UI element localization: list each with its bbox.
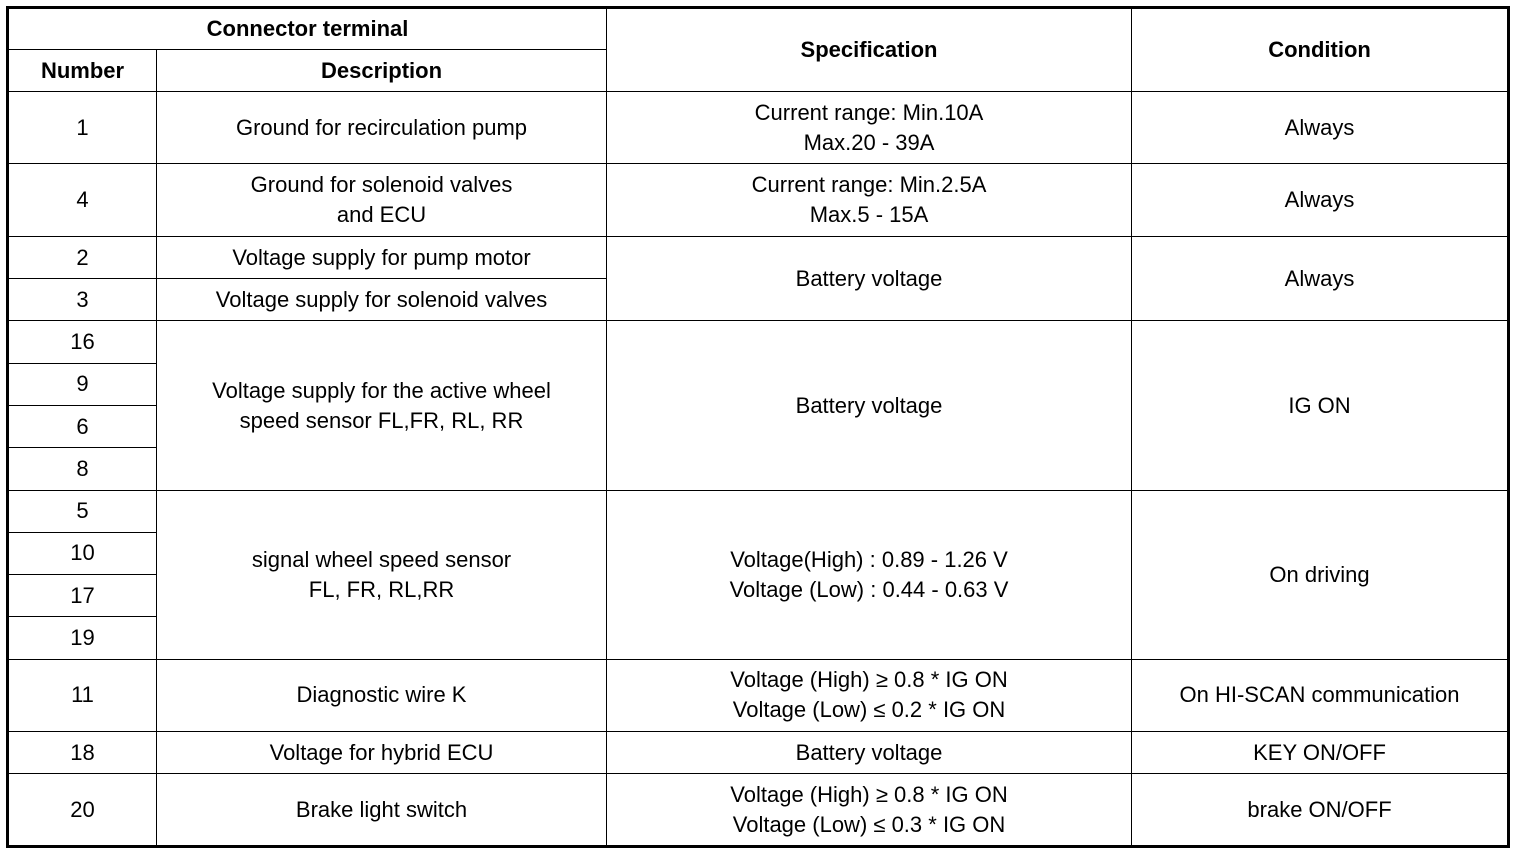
header-specification: Specification [607,8,1132,92]
table-row [8,774,1509,847]
specification-line: Voltage(High) : 0.89 - 1.26 V [730,546,1008,572]
terminal-condition: Always [1132,236,1509,321]
terminal-number: 2 [8,236,157,278]
terminal-number: 18 [8,732,157,774]
table-row [8,732,1509,774]
terminal-number: 4 [8,164,157,236]
terminal-description [157,164,607,236]
terminal-condition: Always [1132,92,1509,164]
specification-line: Voltage (High) ≥ 0.8 * IG ON [730,667,1008,693]
description-line: FL, FR, RL,RR [308,576,455,602]
description-line: Voltage supply for the active wheel [212,377,551,403]
header-description: Description [157,50,607,92]
description-line: signal wheel speed sensor [251,546,512,572]
header-connector-terminal: Connector terminal [8,8,607,50]
terminal-number: 10 [8,532,157,574]
table-row [8,490,1509,532]
header-row-top [8,8,1509,50]
description-line: speed sensor FL,FR, RL, RR [239,407,524,433]
terminal-condition: Always [1132,164,1509,236]
specification-line: Voltage (Low) : 0.44 - 0.63 V [729,576,1009,602]
terminal-specification [607,732,1132,774]
table-row [8,321,1509,363]
terminal-specification [607,659,1132,731]
terminal-description [157,774,607,847]
terminal-specification [607,92,1132,164]
specification-line: Voltage (Low) ≤ 0.3 * IG ON [732,811,1006,837]
table-row [8,659,1509,731]
terminal-number: 16 [8,321,157,363]
specification-line: Voltage (Low) ≤ 0.2 * IG ON [732,697,1006,723]
terminal-number: 5 [8,490,157,532]
terminal-description [157,236,607,278]
description-line: Ground for recirculation pump [235,114,528,140]
terminal-condition: KEY ON/OFF [1132,732,1509,774]
description-line: Ground for solenoid valves [250,172,513,198]
terminal-specification [607,490,1132,659]
table-row [8,164,1509,236]
terminal-number: 1 [8,92,157,164]
terminal-number: 11 [8,659,157,731]
terminal-number: 17 [8,575,157,617]
description-line: Voltage for hybrid ECU [269,739,494,765]
specification-line: Max.20 - 39A [803,129,935,155]
terminal-condition: On driving [1132,490,1509,659]
description-line: Voltage supply for pump motor [232,244,531,270]
specification-line: Max.5 - 15A [809,202,929,228]
specification-line: Current range: Min.10A [754,99,984,125]
specification-line: Battery voltage [795,265,943,291]
terminal-specification [607,236,1132,321]
specification-line: Voltage (High) ≥ 0.8 * IG ON [730,781,1008,807]
terminal-description [157,92,607,164]
terminal-description [157,490,607,659]
description-line: and ECU [336,202,427,228]
terminal-number: 9 [8,363,157,405]
connector-spec-table [6,6,1510,848]
terminal-number: 19 [8,617,157,659]
terminal-condition: IG ON [1132,321,1509,490]
table-row [8,92,1509,164]
table-row [8,236,1509,278]
header-number: Number [8,50,157,92]
terminal-specification [607,321,1132,490]
terminal-description [157,732,607,774]
description-line: Diagnostic wire K [296,682,467,708]
description-line: Brake light switch [295,796,468,822]
specification-line: Battery voltage [795,739,943,765]
terminal-number: 6 [8,406,157,448]
terminal-number: 3 [8,279,157,321]
specification-line: Current range: Min.2.5A [751,172,987,198]
terminal-condition: brake ON/OFF [1132,774,1509,847]
terminal-description [157,321,607,490]
terminal-description [157,659,607,731]
terminal-specification [607,164,1132,236]
header-condition: Condition [1132,8,1509,92]
terminal-condition: On HI-SCAN communication [1132,659,1509,731]
terminal-specification [607,774,1132,847]
terminal-number: 8 [8,448,157,490]
terminal-description [157,279,607,321]
specification-line: Battery voltage [795,392,943,418]
description-line: Voltage supply for solenoid valves [215,286,548,312]
terminal-number: 20 [8,774,157,847]
